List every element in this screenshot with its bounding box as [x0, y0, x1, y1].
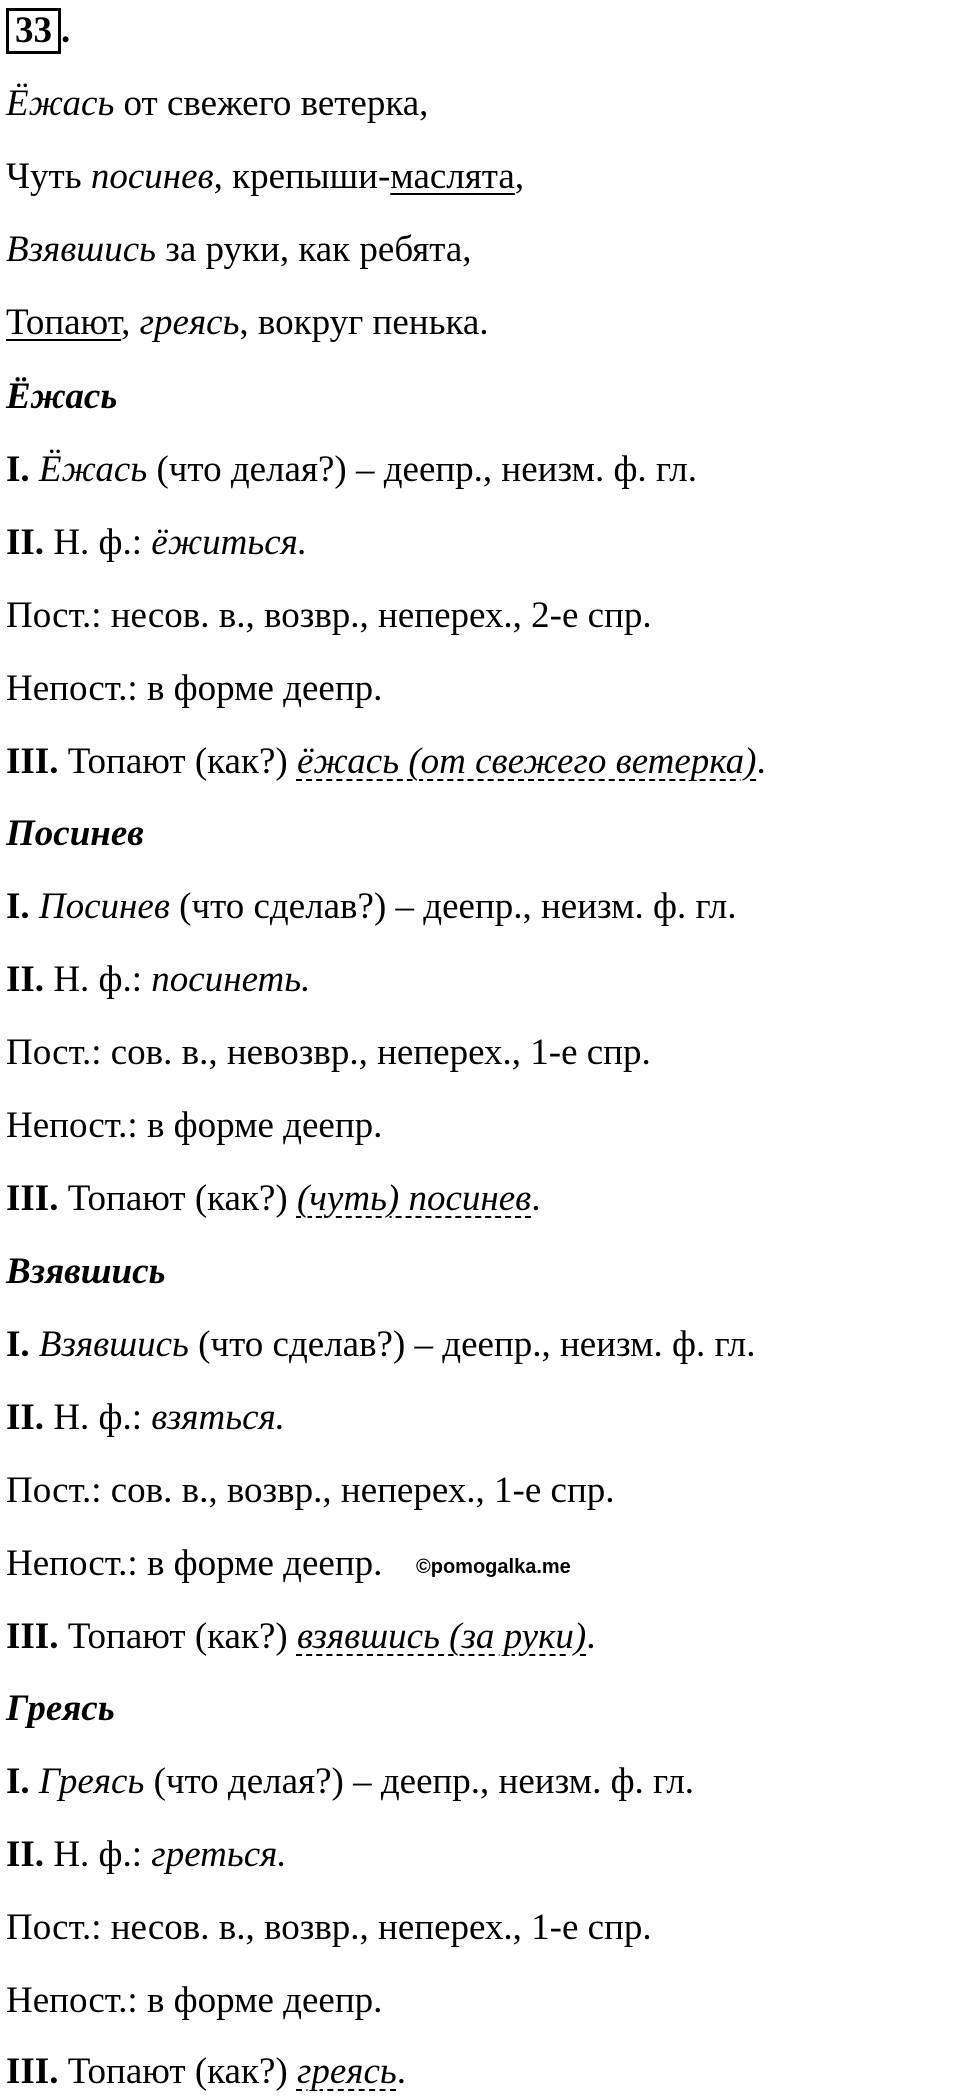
section-label: III. [6, 2051, 59, 2092]
block-heading: Взявшись [6, 1251, 166, 1292]
block-line-const: Пост.: несов. в., возвр., неперех., 2-е спр. [6, 595, 652, 636]
line-text: (что делая?) – деепр., неизм. ф. гл. [147, 449, 697, 490]
poem-text: от свежего ветерка, [114, 83, 429, 124]
initial-form: греться. [151, 1834, 287, 1875]
section-label: I. [6, 1761, 30, 1802]
block-heading: Ёжась [6, 376, 118, 417]
poem-text: , крепыши- [213, 156, 391, 197]
gerund-word: Посинев [38, 886, 170, 927]
poem-line-1 [6, 82, 428, 126]
block-line-const: Пост.: сов. в., возвр., неперех., 1-е спр. [6, 1470, 615, 1511]
section-label: II. [6, 959, 45, 1000]
block-heading: Греясь [6, 1688, 115, 1729]
section-label: III. [6, 1178, 59, 1219]
syntax-role-phrase: греясь [296, 2051, 397, 2092]
watermark: ©pomogalka.me [416, 1556, 571, 1578]
section-label: II. [6, 1397, 45, 1438]
block-line-const: Пост.: сов. в., невозвр., неперех., 1-е спр. [6, 1032, 651, 1073]
block-line-i [6, 448, 697, 492]
block-line-i [6, 1323, 756, 1367]
poem-line-4 [6, 301, 489, 345]
poem-text: за руки, как ребята, [156, 229, 472, 270]
exercise-number-dot: . [61, 10, 71, 51]
line-text: Н. ф.: [44, 522, 152, 563]
initial-form: ёжиться. [151, 522, 308, 563]
block-line-ii [6, 521, 307, 565]
line-text: Топают (как?) [58, 741, 297, 782]
section-label: III. [6, 741, 59, 782]
poem-line-3 [6, 228, 472, 272]
exercise-header [6, 8, 70, 54]
gerund-word: Ёжась [38, 449, 148, 490]
poem-text: , вокруг пенька. [239, 302, 489, 343]
exercise-number: 33 [6, 8, 61, 54]
block-line-ii [6, 1833, 287, 1877]
poem-predicate-word: Топают [6, 302, 122, 343]
block-line-ii [6, 958, 310, 1002]
block-line-iii [6, 1615, 595, 1659]
line-text: . [396, 2051, 407, 2092]
line-text: Н. ф.: [44, 1834, 152, 1875]
block-line-nonconst: Непост.: в форме деепр. [6, 1980, 383, 2021]
poem-gerund-word: посинев [90, 156, 214, 197]
line-text: Топают (как?) [58, 2051, 297, 2092]
line-text: Н. ф.: [44, 1397, 152, 1438]
block-line-nonconst: Непост.: в форме деепр. [6, 1543, 383, 1584]
line-text: . [531, 1178, 541, 1219]
block-line-nonconst: Непост.: в форме деепр. [6, 668, 383, 709]
line-text: Топают (как?) [58, 1178, 297, 1219]
section-label: II. [6, 522, 45, 563]
block-line-iii [6, 2050, 406, 2094]
line-text: (что сделав?) – деепр., неизм. ф. гл. [169, 886, 737, 927]
block-line-i [6, 1760, 694, 1804]
line-text: Топают (как?) [58, 1616, 297, 1657]
block-line-nonconst: Непост.: в форме деепр. [6, 1105, 383, 1146]
block-heading: Посинев [6, 813, 144, 854]
poem-text: Чуть [6, 156, 91, 197]
line-text: . [586, 1616, 596, 1657]
line-text: . [756, 741, 766, 782]
section-label: I. [6, 1324, 30, 1365]
initial-form: взяться. [151, 1397, 285, 1438]
syntax-role-phrase: взявшись (за руки) [296, 1616, 587, 1657]
block-line-ii [6, 1396, 285, 1440]
line-text: Н. ф.: [44, 959, 152, 1000]
gerund-word: Греясь [38, 1761, 145, 1802]
block-line-iii [6, 740, 766, 784]
line-text: (что делая?) – деепр., неизм. ф. гл. [144, 1761, 695, 1802]
block-line-const: Пост.: несов. в., возвр., неперех., 1-е спр. [6, 1907, 652, 1948]
gerund-word: Взявшись [38, 1324, 189, 1365]
poem-subject-word: маслята [390, 156, 515, 197]
syntax-role-phrase: (чуть) посинев [296, 1178, 532, 1219]
block-line-iii [6, 1177, 541, 1221]
poem-gerund-word: Ёжась [6, 83, 115, 124]
poem-text: , [121, 302, 140, 343]
block-line-i [6, 885, 737, 929]
section-label: I. [6, 449, 30, 490]
line-text: (что сделав?) – деепр., неизм. ф. гл. [188, 1324, 756, 1365]
section-label: I. [6, 886, 30, 927]
poem-line-2 [6, 155, 524, 199]
poem-gerund-word: Взявшись [6, 229, 156, 270]
initial-form: посинеть. [151, 959, 311, 1000]
poem-gerund-word: греясь [139, 302, 240, 343]
syntax-role-phrase: ёжась (от свежего ветерка) [296, 741, 757, 782]
section-label: II. [6, 1834, 45, 1875]
poem-text: , [514, 156, 525, 197]
section-label: III. [6, 1616, 59, 1657]
